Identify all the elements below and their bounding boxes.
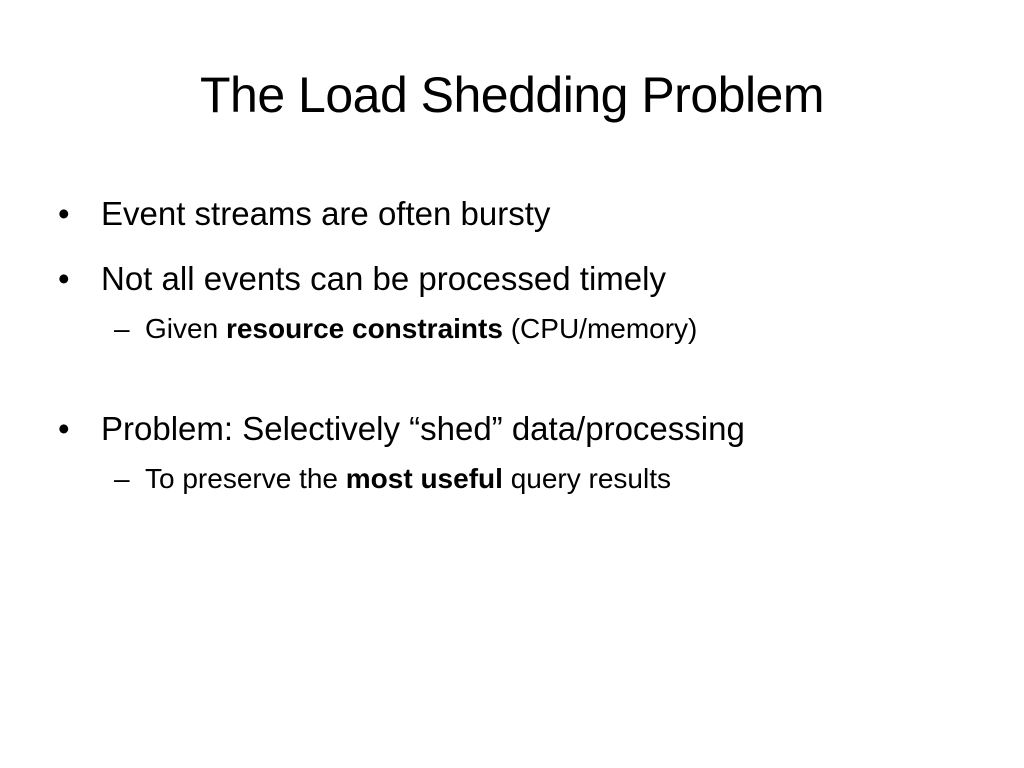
- bullet-text: Not all events can be processed timely: [101, 260, 666, 297]
- bullet-text: Problem: Selectively “shed” data/processing: [101, 410, 745, 447]
- bullet-item: [58, 405, 988, 453]
- bullet-glyph: •: [58, 410, 70, 447]
- sub-bullet-item: [58, 309, 988, 349]
- bullet-item: [58, 190, 988, 238]
- bullet-list: [58, 190, 988, 499]
- sub-bullet-text-before: Given: [145, 313, 226, 344]
- dash-glyph: –: [114, 463, 130, 494]
- dash-glyph: –: [114, 313, 130, 344]
- bullet-glyph: •: [58, 195, 70, 232]
- slide-title: The Load Shedding Problem: [199, 67, 825, 123]
- bullet-text: Event streams are often bursty: [101, 195, 551, 232]
- bullet-item: [58, 255, 988, 303]
- sub-bullet-text-bold: most useful: [345, 463, 503, 494]
- sub-bullet-text-after: query results: [502, 463, 671, 494]
- sub-bullet-text-bold: resource constraints: [225, 313, 503, 344]
- sub-bullet-item: [58, 459, 988, 499]
- sub-bullet-text-before: To preserve the: [145, 463, 346, 494]
- sub-bullet-text-after: (CPU/memory): [502, 313, 698, 344]
- bullet-glyph: •: [58, 260, 70, 297]
